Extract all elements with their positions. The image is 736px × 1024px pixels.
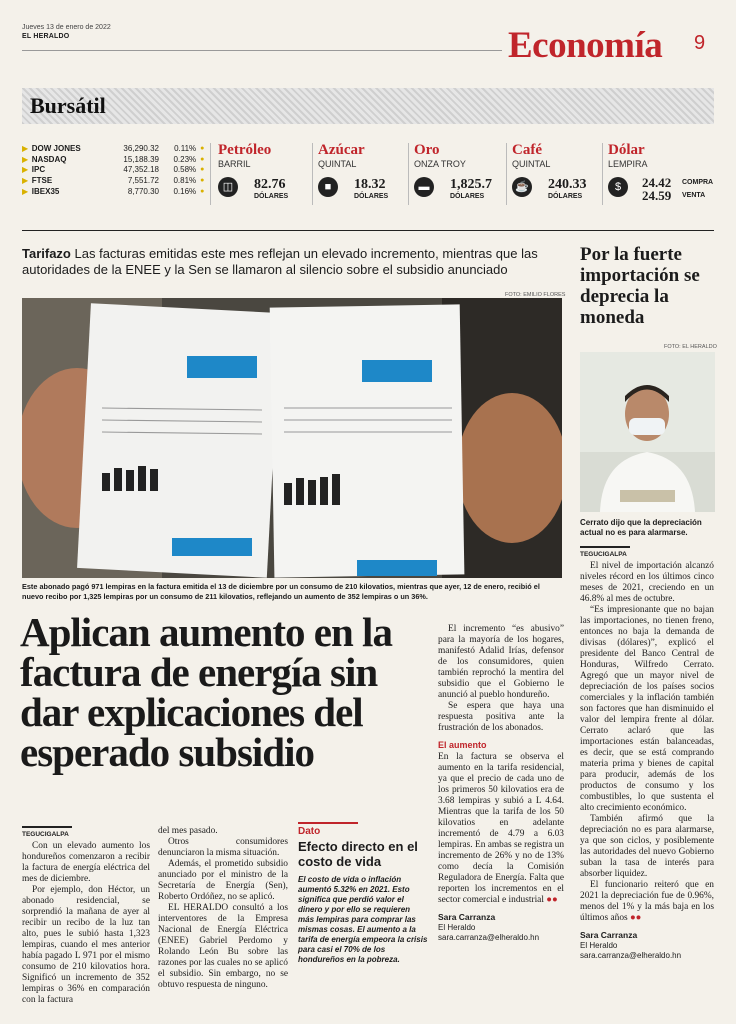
trend-dot-icon: ● [200,166,205,174]
arrow-right-icon: ▶ [22,176,29,186]
paragraph: El funcionario reiteró que en 2021 la depreciación fue de 0.96%, menos del 1% y la más baja en los últimos años ●● [580,880,714,923]
paragraph: Se espera que haya una respuesta positiva ante la frustración de los abonados. [438,701,564,733]
issue-date: Jueves 13 de enero de 2022 [22,24,111,31]
paragraph: Además, el prometido subsidio anunciado por el ministro de la Secretaría de Energía (Sen), Roberto Ordóñez, no se aplicó. [158,859,288,902]
masthead-rule [22,50,502,51]
tarifazo-lede [22,246,570,278]
dato-box [298,822,428,965]
divider [506,143,507,205]
trend-dot-icon: ● [200,155,205,163]
stock-row: ▶ DOW JONES 36,290.32 0.11% ● [22,143,208,154]
tarifazo-text: Las facturas emitidas este mes reflejan un elevado incremento, mientras que las autoridades de la ENEE y la Sen se llamaron al silencio sobre el subsidio anunciado [22,246,538,277]
side-headline: Por la fuerte importación se deprecia la moneda [580,244,700,328]
divider [602,143,603,205]
paragraph: Por ejemplo, don Héctor, un abonado residencial, se sorprendió la mañana de ayer al recibir un recibo de la luz tan alto, pues le subió hasta 1,323 lempiras, cuando el mes anterior había pagado L 971 por el mismo consumo de 210 kilovatios hora. Significó un incremento de 352 lempiras o 36% en comparación con la factura [22,885,150,1005]
end-mark-icon: ●● [627,913,642,923]
trend-dot-icon: ● [200,144,205,152]
article-column-4 [438,624,564,943]
commodity-petroleo: Petróleo BARRIL ◫ 82.76 DÓLARES [218,142,289,200]
paragraph: También afirmó que la depreciación no es para alarmarse, ya que son ciclos, y posiblemente las autoridades del nuevo Gobierno suban la tasa de interés para absorber liquidez. [580,814,714,879]
arrow-right-icon: ▶ [22,154,29,164]
trend-dot-icon: ● [200,188,205,196]
photo-caption: Este abonado pagó 971 lempiras en la factura emitida el 13 de diciembre por un consumo de 210 kilovatios, mientras que ayer, 12 de enero, recibió el nuevo recibo por 1,325 lempiras por un consumo de 211 kilovatios, reflejando un aumento de 352 lempiras o un 36%. [22,582,540,601]
photo-illustration [22,298,562,578]
divider [408,143,409,205]
dollar-icon: $ [608,177,628,197]
gold-bar-icon: ▬ [414,177,434,197]
arrow-right-icon: ▶ [22,165,29,175]
oil-drum-icon: ◫ [218,177,238,197]
bursatil-title: Bursátil [30,93,106,118]
official-portrait-photo [580,352,715,512]
stock-row: ▶ NASDAQ 15,188.39 0.23% ● [22,154,208,165]
dato-label: Dato [298,822,358,837]
photo-credit: FOTO: EL HERALDO [664,344,717,350]
paragraph: Otros consumidores denunciaron la misma situación. [158,837,288,858]
stock-row: ▶ FTSE 7,551.72 0.81% ● [22,175,208,186]
arrow-right-icon: ▶ [22,187,29,197]
stock-row: ▶ IPC 47,352.18 0.58% ● [22,165,208,176]
paragraph: El incremento “es abusivo” para la mayoría de los hogares, manifestó Adalid Irías, defensor de los consumidores, quien también reprochó la mentira del subsidio que el Gobierno le anunció al pueblo hondureño. [438,624,564,700]
newspaper-name: EL HERALDO [22,33,70,40]
paragraph: EL HERALDO consultó a los interventores de la Empresa Nacional de Energía Eléctrica (ENEE) Gabriel Perdomo y Rolando León Bu sobre las razones por las cuales no se aplicó el subsidio. Sin embargo, no se obtuvo respuesta de ninguno. [158,903,288,990]
dato-body: El costo de vida o inflación aumentó 5.32% en 2021. Esto significa que perdió valor el dinero y por ello se requieren más lempiras para comprar las mismas cosas. El aumento a la tarifa de energía empeora la crisis para casi el 70% de los hondureños en la pobreza. [298,875,428,964]
subhead: El aumento [438,740,487,750]
commodity-dolar: Dólar LEMPIRA $ 24.42 COMPRA 24.59 VENTA [608,142,714,203]
divider [210,143,211,205]
divider [312,143,313,205]
end-mark-icon: ●● [543,895,558,905]
portrait-illustration [580,352,715,512]
byline: Sara Carranza El Heraldo sara.carranza@elheraldo.hn [438,912,540,942]
side-column [580,546,714,961]
article-column-2 [158,826,288,991]
paragraph: “Es impresionante que no bajan las importaciones, no tienen freno, entonces no baja la demanda de divisas (dólares)”, explicó el presidente del Banco Central de Honduras, Wilfredo Cerrato. Agregó que un mayor nivel de depreciación de los países socios comerciales y la inflación también son factores que han disminuido el valor del lempira frente al dólar. Cerrato aclaró que las importaciones están balanceadas, es decir, que se está comprando materia prima y bienes de capital para producir, además de los productos de consumo y los combustibles, lo que sustenta el alto crecimiento económico. [580,605,714,813]
commodity-cafe: Café QUINTAL ☕ 240.33 DÓLARES [512,142,587,200]
energy-bills-photo [22,298,562,578]
section-rule [22,230,714,231]
page-number: 9 [694,32,706,54]
byline: Sara Carranza El Heraldo sara.carranza@elheraldo.hn [580,930,682,960]
paragraph: del mes pasado. [158,826,218,836]
stock-row: ▶ IBEX35 8,770.30 0.16% ● [22,186,208,197]
trend-dot-icon: ● [200,177,205,185]
tarifazo-kicker: Tarifazo [22,246,71,261]
commodity-oro: Oro ONZA TROY ▬ 1,825.7 DÓLARES [414,142,492,200]
main-headline: Aplican aumento en la factura de energía sin dar explicaciones del esperado subsidio [20,609,392,775]
article-column-1 [22,826,150,1006]
photo-credit: FOTO: EMILIO FLORES [505,292,566,298]
paragraph: Con un elevado aumento los hondureños comenzaron a recibir la factura de energía eléctrica del mes de diciembre. [22,841,150,884]
paragraph: En la factura se observa el aumento en la tarifa residencial, ya que el precio de cada uno de los primeros 50 kilovatios era de 3.68 lempiras y subió a L 4.64. Mientras que la tarifa de los 50 kilovatios en adelante incrementó de 4.79 a 6.03 lempiras. En ambas se registra un incremento de 26% y no de 13% como decía la Comisión Reguladora de Energía. Falta que reporten los incrementos en el sector comercial e industrial ●● [438,752,565,905]
dato-title: Efecto directo en el costo de vida [298,839,418,869]
dateline: TEGUCIGALPA [22,826,72,840]
paragraph: El nivel de importación alcanzó niveles récord en los últimos cinco meses de 2021, creciendo en un 46.8% al mes de octubre. [580,561,714,604]
bursatil-band [22,88,714,124]
stock-index-list [22,143,208,197]
coffee-cup-icon: ☕ [512,177,532,197]
commodity-azucar: Azúcar QUINTAL ■ 18.32 DÓLARES [318,142,389,200]
arrow-right-icon: ▶ [22,143,29,153]
portrait-caption: Cerrato dijo que la depreciación actual no es para alarmarse. [580,518,702,537]
section-title: Economía [508,25,663,66]
sugar-icon: ■ [318,177,338,197]
dateline: TEGUCIGALPA [580,546,630,560]
